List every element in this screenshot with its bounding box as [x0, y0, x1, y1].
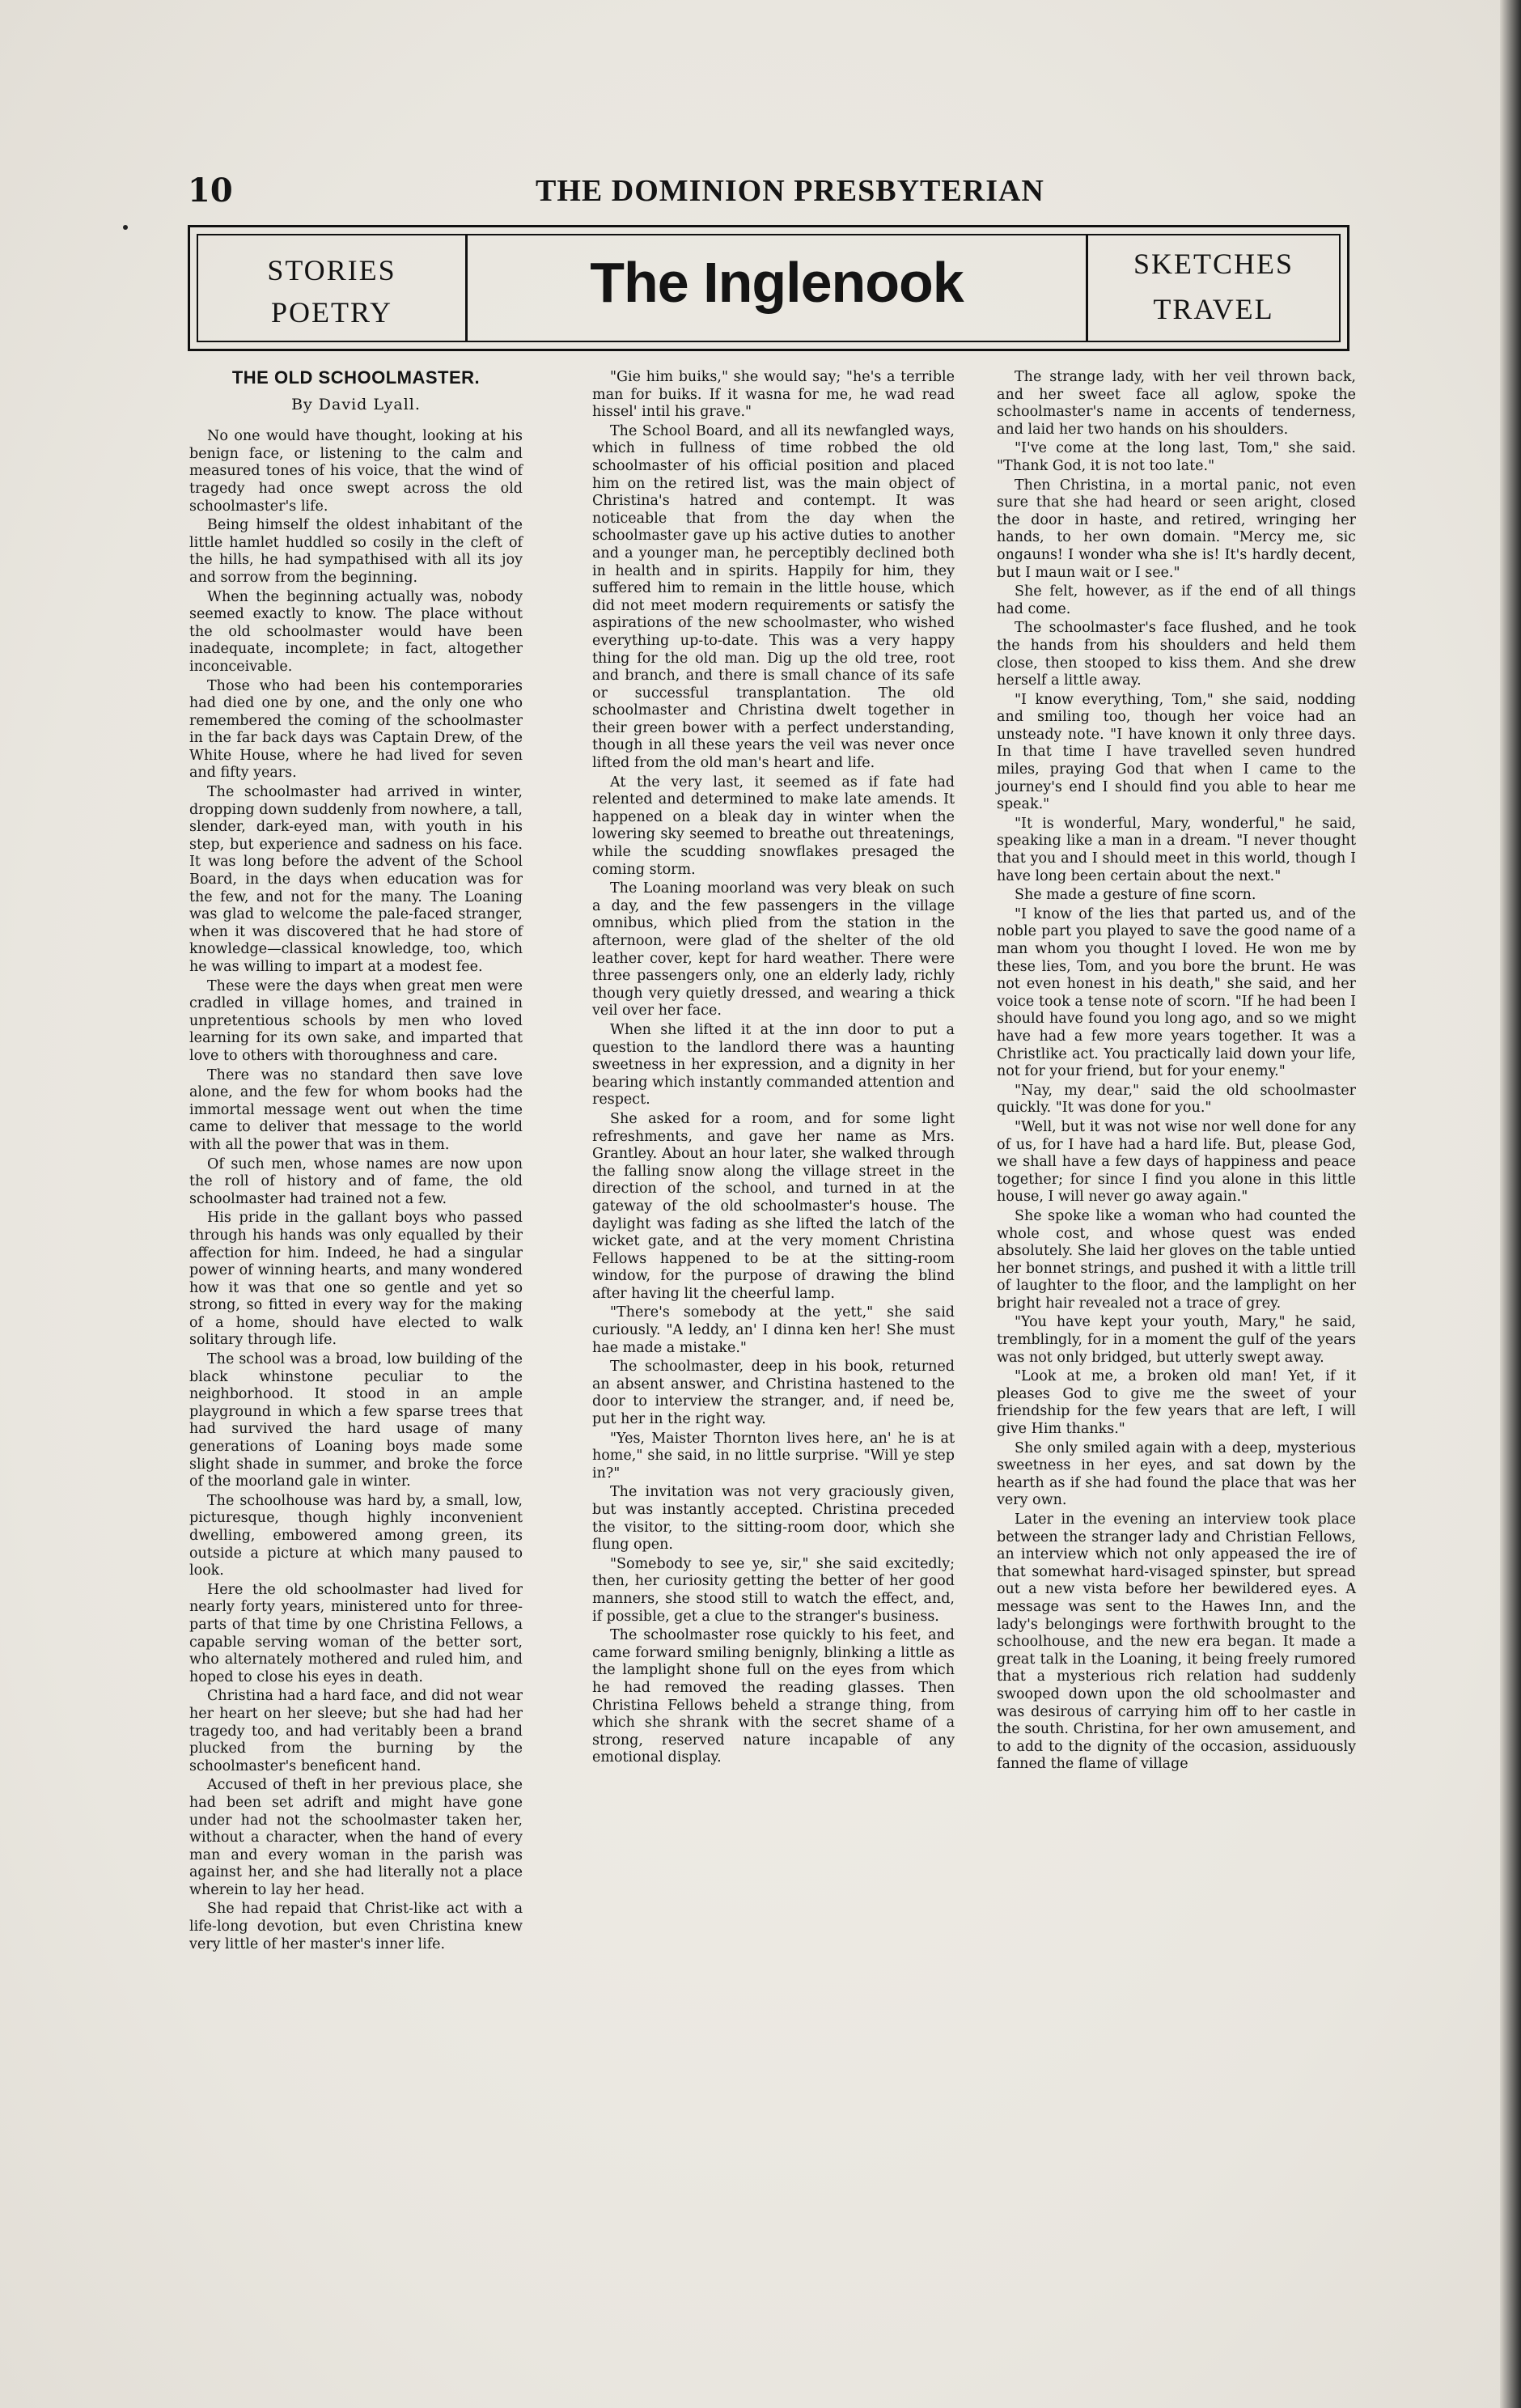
text-column-2 — [592, 369, 955, 1767]
paragraph: She made a gesture of fine scorn. — [1015, 887, 1256, 904]
paragraph: The invitation was not very graciously given, but was instantly accepted. Christina preceded the visitor, to the sitting-room door, which she flung open. — [592, 1484, 955, 1554]
paragraph: Then Christina, in a mortal panic, not even sure that she had heard or seen aright, closed the door in haste, and retired, wringing her hands, to her own domain. "Mercy me, sic ongauns! I wonder wha she is! It's hardly decent, but I maun wait or I see." — [997, 477, 1356, 581]
paragraph: Later in the evening an interview took place between the stranger lady and Christian Fellows, an interview which not only appeased the ire of that somewhat hard-visaged spinster, but spread out a new vista before her bewildered eyes. A message was sent to the Hawes Inn, and the lady's belongings were forthwith brought to the schoolhouse, and the new era began. It made a great talk in the Loaning, it being freely rumored that a mysterious rich relation had suddenly swooped down upon the old schoolmaster and was desirous of carrying him off to her castle in the south. Christina, for her own amusement, and to add to the dignity of the occasion, assiduously fanned the flame of village — [997, 1511, 1356, 1773]
journal-title: THE DOMINION PRESBYTERIAN — [536, 174, 1044, 208]
paragraph: No one would have thought, looking at his benign face, or listening to the calm and measured tones of his voice, that the wind of tragedy had once swept across the old schoolmaster's life. — [189, 428, 523, 515]
paragraph: His pride in the gallant boys who passed through his hands was only equalled by their affection for him. Indeed, he had a singular power of winning hearts, and many wondered how it was that one so gentle and yet so strong, so fitted in every way for the making of a home, should have elected to walk solitary through life. — [189, 1210, 523, 1349]
masthead-frame — [197, 234, 1341, 342]
masthead-label-travel: TRAVEL — [1153, 293, 1274, 325]
section-masthead — [188, 225, 1349, 351]
paragraph: At the very last, it seemed as if fate had relented and determined to make late amends. It happened on a bleak day in winter when the lowering sky seemed to breathe out threatenings, while the scudding snowflakes presaged the coming storm. — [592, 774, 955, 878]
paragraph: The School Board, and all its newfangled ways, which in fullness of time robbed the old schoolmaster of his official position and placed him on the retired list, was the main object of Christina's hatred and contempt. It was noticeable that from the day when the schoolmaster gave up his active duties to another and a younger man, he perceptibly declined both in health and in spirits. Happily for him, they suffered him to remain in the little house, which did not meet modern requirements or satisfy the aspirations of the new schoolmaster, who wished everything up-to-date. This was a very happy thing for the old man. Dig up the old tree, root and branch, and there is small chance of its safe or successful transplantation. The old schoolmaster and Christina dwelt together in their green bower with a perfect understanding, though in all these years the veil was never once lifted from the old man's heart and life. — [592, 422, 955, 772]
paragraph: She felt, however, as if the end of all things had come. — [997, 583, 1356, 617]
paragraph: "You have kept your youth, Mary," he said, tremblingly, for in a moment the gulf of the years was not only bridged, but utterly swept away. — [997, 1314, 1356, 1366]
paragraph: "Gie him buiks," she would say; "he's a terrible man for buiks. If it wasna for me, he wad read hissel' intil his grave." — [592, 369, 955, 421]
paragraph: "Look at me, a broken old man! Yet, if it pleases God to give me the sweet of your friendship for the few years that are left, I will give Him thanks." — [997, 1368, 1356, 1438]
masthead-label-sketches: SKETCHES — [1133, 248, 1294, 280]
paragraph: The schoolhouse was hard by, a small, low, picturesque, though highly inconvenient dwelling, embowered among green, its outside a picture at which many paused to look. — [189, 1492, 523, 1579]
running-head — [188, 172, 1349, 214]
column-1-body — [189, 428, 523, 1953]
paragraph: Of such men, whose names are now upon the roll of history and of fame, the old schoolmaster had trained not a few. — [189, 1155, 523, 1207]
paragraph: She spoke like a woman who had counted the whole cost, and whose quest was ended absolutely. She laid her gloves on the table untied her bonnet strings, and pushed it with a little trill of laughter to the floor, and the lamplight on her bright hair revealed not a trace of grey. — [997, 1207, 1356, 1312]
paragraph: "There's somebody at the yett," she said curiously. "A leddy, an' I dinna ken her! She must hae made a mistake." — [592, 1304, 955, 1356]
paragraph: The schoolmaster had arrived in winter, dropping down suddenly from nowhere, a tall, slender, dark-eyed man, with youth in his step, but experience and sadness on his face. It was long before the advent of the School Board, in the days when education was for the few, and not for the many. The Loaning was glad to welcome the pale-faced stranger, when it was discovered that he had store of knowledge—classical knowledge, too, which he was willing to impart at a modest fee. — [189, 784, 523, 975]
paragraph: The schoolmaster, deep in his book, returned an absent answer, and Christina hastened to the door to interview the stranger, and, if need be, put her in the right way. — [592, 1359, 955, 1428]
section-title: The Inglenook — [590, 251, 964, 314]
column-3-body — [997, 369, 1356, 1774]
paragraph: "It is wonderful, Mary, wonderful," he said, speaking like a man in a dream. "I never thought that you and I should meet in this world, though I have long been certain about the next." — [997, 815, 1356, 884]
paragraph: Christina had a hard face, and did not wear her heart on her sleeve; but she had had her tragedy too, and had veritably been a brand plucked from the burning by the schoolmaster's beneficent hand. — [189, 1688, 523, 1774]
paragraph: "I know of the lies that parted us, and of the noble part you played to save the good name of a man whom you thought I loved. He won me by these lies, Tom, and you bore the brunt. He was not even honest in his death," she said, and her voice took a tense note of scorn. "If he had been I should have found you long ago, and so we might have had a few more years together. It was a Christlike act. You practically laid down your life, not for your friend, but for your enemy." — [997, 905, 1356, 1080]
paragraph: She had repaid that Christ-like act with a life-long devotion, but even Christina knew very little of her master's inner life. — [189, 1901, 523, 1952]
masthead-right-panel — [1086, 235, 1339, 341]
story-title: THE OLD SCHOOLMASTER. — [231, 367, 481, 388]
masthead-label-stories: STORIES — [267, 254, 396, 286]
text-column-1 — [189, 369, 523, 1953]
paragraph: Those who had been his contemporaries had died one by one, and the only one who remembered the coming of the schoolmaster in the far back days was Captain Drew, of the White House, where he had lived for seven and fifty years. — [189, 677, 523, 782]
paragraph: "I know everything, Tom," she said, nodding and smiling too, though her voice had an unsteady note. "I have known it only three days. In that time I have travelled seven hundred miles, praying God that when I came to the journey's end I should find you able to hear me speak." — [997, 691, 1356, 813]
paragraph: When she lifted it at the inn door to put a question to the landlord there was a haunting sweetness in her expression, and a dignity in her bearing which instantly commanded attention and respect. — [592, 1021, 955, 1109]
paragraph: "Well, but it was not wise nor well done for any of us, for I have had a hard life. But, please God, we shall have a few days of happiness and peace together; for since I find you alone in this little house, I will never go away again." — [997, 1118, 1356, 1206]
paragraph: Being himself the oldest inhabitant of the little hamlet huddled so cosily in the cleft of the hills, he had sympathised with all its joy and sorrow from the beginning. — [189, 517, 523, 586]
page-edge-shadow — [1500, 0, 1521, 2408]
paragraph: "Yes, Maister Thornton lives here, an' he is at home," she said, in no little surprise. "Will ye step in?" — [592, 1430, 955, 1482]
story-byline: By David Lyall. — [291, 395, 421, 413]
paragraph: The schoolmaster's face flushed, and he took the hands from his shoulders and held them close, then stooped to kiss them. And she drew herself a little away. — [997, 620, 1356, 689]
paragraph: Here the old schoolmaster had lived for nearly forty years, ministered unto for three-parts of that time by one Christina Fellows, a capable serving woman of the better sort, who alternately mothered and ruled him, and hoped to close his eyes in death. — [189, 1581, 523, 1685]
paragraph: "Somebody to see ye, sir," she said excitedly; then, her curiosity getting the better of her good manners, she stood still to watch the effect, and, if possible, get a clue to the stranger's business. — [592, 1555, 955, 1625]
paragraph: Accused of theft in her previous place, she had been set adrift and might have gone under had not the schoolmaster taken her, without a character, when the hand of every man and every woman in the parish was against her, and she had literally not a place wherein to lay her head. — [189, 1777, 523, 1898]
page-number: 10 — [188, 172, 233, 210]
paragraph: There was no standard then save love alone, and the few for whom books had the immortal message went out when the time came to deliver that message to the world with all the power that was in them. — [189, 1066, 523, 1153]
paragraph: She asked for a room, and for some light refreshments, and gave her name as Mrs. Grantley. About an hour later, she walked through the falling snow along the village street in the direction of the school, and turned in at the gateway of the old schoolmaster's house. The daylight was fading as she lifted the latch of the wicket gate, and at the very moment Christina Fellows happened to be at the sitting-room window, for the purpose of drawing the blind after having lit the cheerful lamp. — [592, 1110, 955, 1302]
paragraph: She only smiled again with a deep, mysterious sweetness in her eyes, and sat down by the hearth as if she had found the place that was her very own. — [997, 1439, 1356, 1509]
column-2-body — [592, 369, 955, 1767]
paragraph: The Loaning moorland was very bleak on such a day, and the few passengers in the village omnibus, which plied from the station in the afternoon, were glad of the shelter of the old leather cover, kept for hard weather. There were three passengers only, one an elderly lady, richly though very quietly dressed, and wearing a thick veil over her face. — [592, 880, 955, 1020]
masthead-center-panel — [465, 235, 1088, 341]
masthead-label-poetry: POETRY — [270, 296, 393, 329]
masthead-left-panel — [198, 235, 468, 341]
paragraph: "I've come at the long last, Tom," she said. "Thank God, it is not too late." — [997, 440, 1356, 474]
text-column-3 — [997, 369, 1356, 1774]
paragraph: These were the days when great men were cradled in village homes, and trained in unpretentious schools by men who loved learning for its own sake, and imparted that love to others with thoroughness and care. — [189, 977, 523, 1064]
ink-speck — [123, 225, 128, 230]
paragraph: "Nay, my dear," said the old schoolmaster quickly. "It was done for you." — [997, 1082, 1356, 1117]
paragraph: The strange lady, with her veil thrown back, and her sweet face all aglow, spoke the schoolmaster's name in accents of tenderness, and laid her two hands on his shoulders. — [997, 369, 1356, 438]
paragraph: When the beginning actually was, nobody seemed exactly to know. The place without the old schoolmaster would have been inadequate, incomplete; in fact, altogether inconceivable. — [189, 588, 523, 675]
paragraph: The schoolmaster rose quickly to his feet, and came forward smiling benignly, blinking a little as the lamplight shone full on the eyes from which he had removed the reading glasses. Then Christina Fellows beheld a strange thing, from which she shrank with the secret shame of a strong, reserved nature incapable of any emotional display. — [592, 1627, 955, 1766]
paragraph: The school was a broad, low building of the black whinstone peculiar to the neighborhood. It stood in an ample playground in which a few sparse trees that had survived the hard usage of many generations of Loaning boys made some slight shade in summer, and broke the force of the moorland gale in winter. — [189, 1351, 523, 1490]
